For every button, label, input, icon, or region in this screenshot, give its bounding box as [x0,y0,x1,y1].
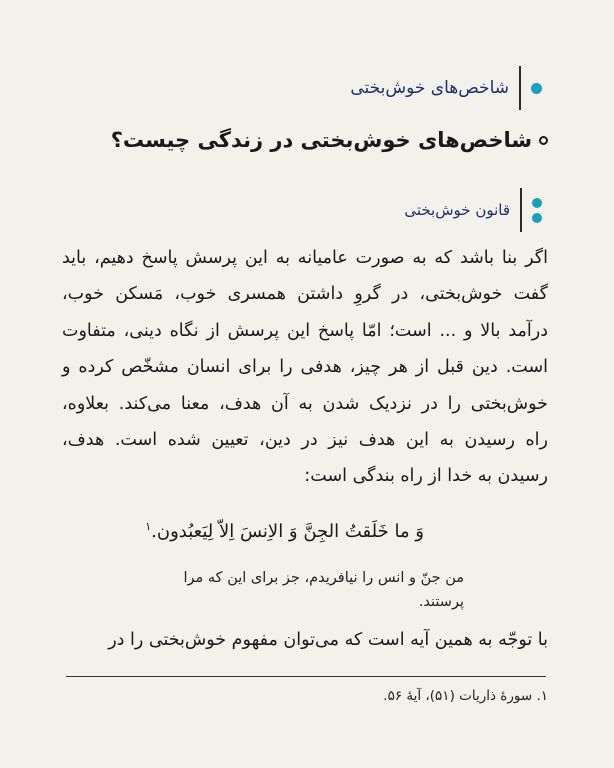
section-bullet-icon [531,83,542,94]
translation-line: پرستند. [418,594,464,610]
body-paragraph [62,240,548,495]
section-title: شاخص‌های خوش‌بختی [350,78,509,98]
body-line: راه رسیدن به این هدف نیز در دین، تعیین شده است. هدف، [62,429,548,450]
verse-translation [164,566,464,614]
section-heading [350,66,542,110]
footnote-marker: ۱ [145,520,152,533]
body-line: است. دین قبل از هر چیز، هدفی را برای انسان مشخّص کرده و [62,357,548,378]
verse-text: وَ ما خَلَقتُ الجِنَّ وَ الاِنسَ اِلاّ لِیَعبُدون. [151,521,424,542]
question-heading [111,128,548,152]
body-line: اگر بنا باشد که به صورت عامیانه به این پرسش پاسخ دهیم، باید [62,248,548,268]
footnote-divider [66,676,546,677]
subsection-heading [404,188,542,232]
question-text: شاخص‌های خوش‌بختی در زندگی چیست؟ [110,128,532,152]
body-line: خوش‌بختی را در نزدیک شدن به آن هدف، معنا می‌کند. بعلاوه، [62,393,548,414]
footnote: ۱. سورهٔ ذاریات (۵۱)، آیهٔ ۵۶. [383,688,548,704]
subsection-divider [520,188,522,232]
subsection-bullet-icon [532,198,542,223]
translation-line: من جنّ و انس را نیافریدم، جز برای این که مرا [183,570,464,586]
body-line: رسیدن به خدا از راه بندگی است: [304,466,548,487]
quran-verse [145,520,424,542]
section-divider [519,66,521,110]
body-line: درآمد بالا و ... است؛ امّا پاسخ این پرسش از نگاه دینی، متفاوت [62,320,548,341]
subsection-title: قانون خوش‌بختی [404,201,510,219]
question-bullet-icon [539,136,548,145]
body-line: گفت خوش‌بختی، در گروِ داشتن همسری خوب، مَسکن خوب، [62,284,548,305]
closing-line: با توجّه به همین آیه است که می‌توان مفهوم خوش‌بختی را در [108,630,548,650]
